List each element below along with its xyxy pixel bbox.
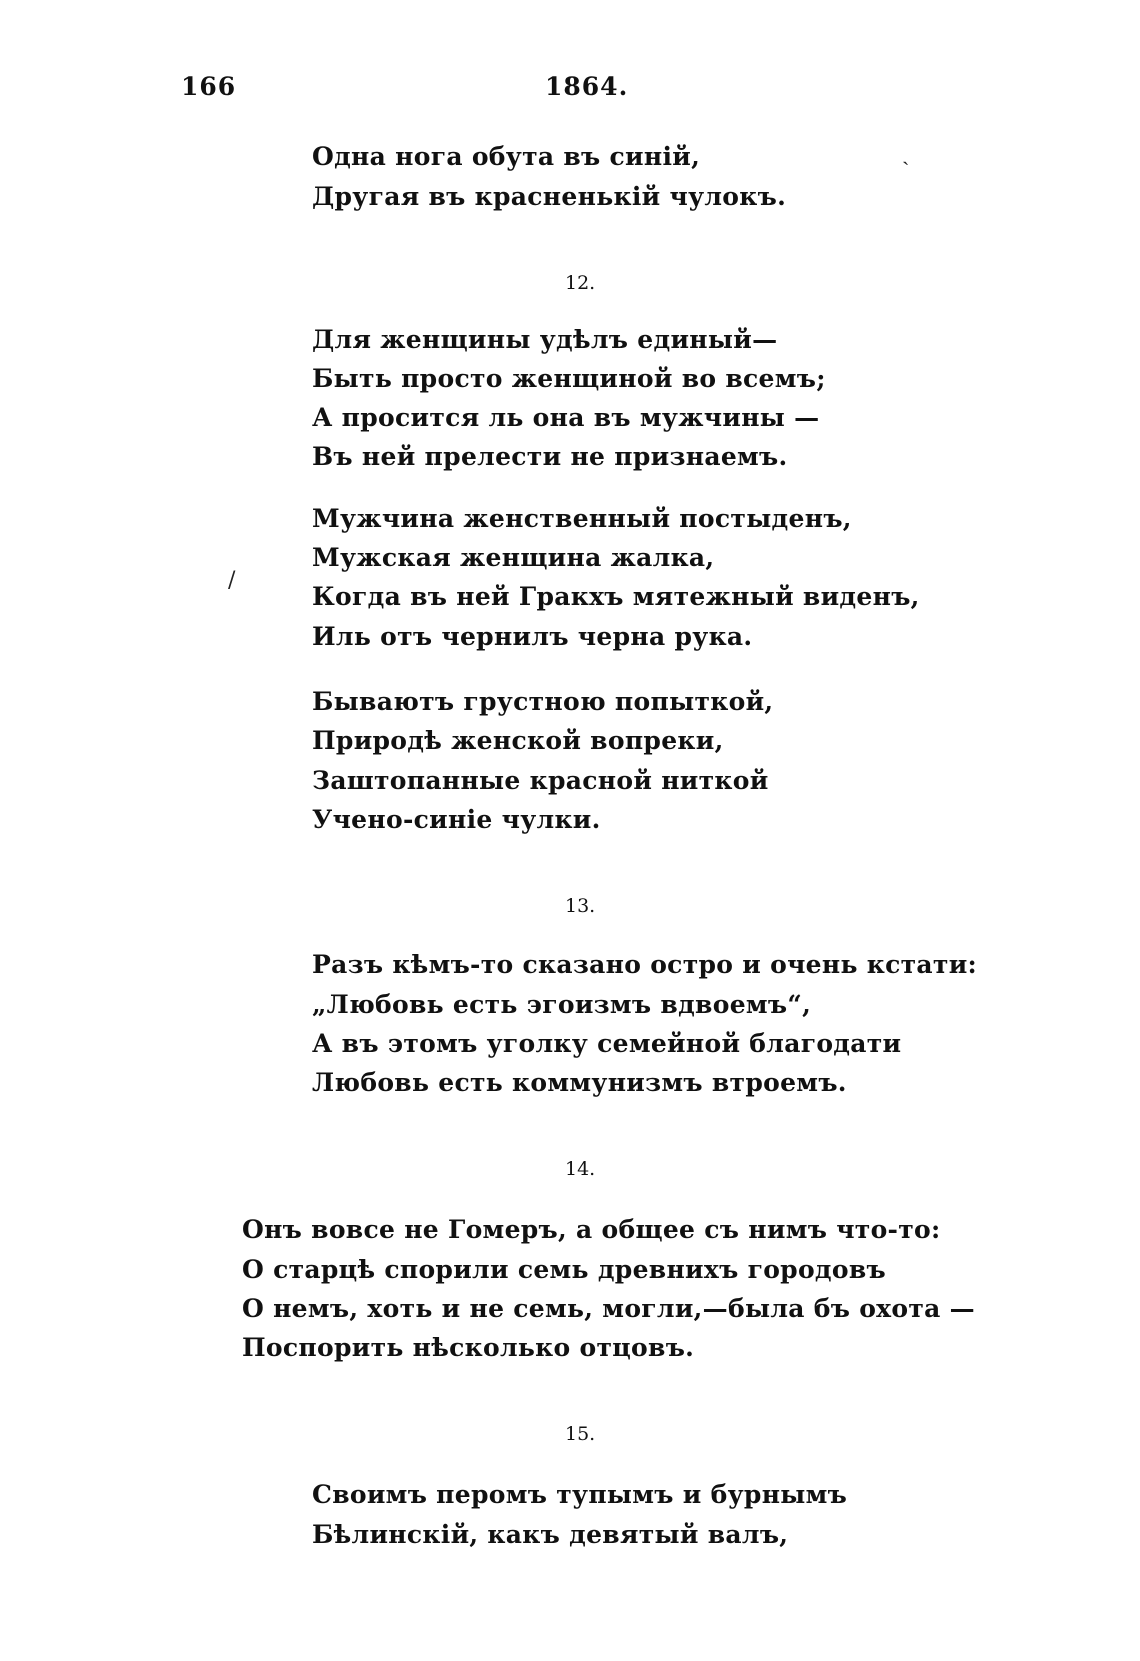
section-number: 15. [565,1423,596,1445]
verse-line: Мужчина женственный постыденъ, [312,504,852,533]
verse-line: Любовь есть коммунизмъ втроемъ. [312,1068,847,1097]
verse-line: Для женщины удѣлъ единый— [312,325,778,354]
verse-line: О немъ, хоть и не семь, могли,—была бъ охота — [242,1294,975,1323]
verse-line: О старцѣ спорили семь древнихъ городовъ [242,1255,887,1284]
section-number: 14. [565,1158,596,1180]
verse-line: Быть просто женщиной во всемъ; [312,364,826,393]
verse-line: Въ ней прелести не признаемъ. [312,442,788,471]
verse-line: Разъ кѣмъ-то сказано остро и очень кстати: [312,950,978,979]
verse-line: Онъ вовсе не Гомеръ, а общее съ нимъ что-то: [242,1215,941,1244]
verse-line: Своимъ перомъ тупымъ и бурнымъ [312,1480,848,1509]
verse-line: А въ этомъ уголку семейной благодати [312,1029,902,1058]
section-number: 12. [565,272,596,294]
verse-line: Когда въ ней Гракхъ мятежный виденъ, [312,582,920,611]
verse-line: Мужская женщина жалка, [312,543,715,572]
verse-line: Поспорить нѣсколько отцовъ. [242,1333,695,1362]
page-number: 166 [181,72,237,101]
verse-line: Учено-синіе чулки. [312,805,601,834]
scan-mark: ˎ [902,141,910,166]
verse-line: Бѣлинскій, какъ девятый валъ, [312,1520,789,1549]
verse-line: Другая въ красненькій чулокъ. [312,182,787,211]
verse-line: Природѣ женской вопреки, [312,726,724,755]
running-header-year: 1864. [545,72,629,101]
section-number: 13. [565,895,596,917]
verse-line: Заштопанные красной ниткой [312,766,769,795]
verse-line: Бываютъ грустною попыткой, [312,687,774,716]
verse-line: А просится ль она въ мужчины — [312,403,820,432]
verse-line: Одна нога обута въ синій, [312,142,701,171]
verse-line: „Любовь есть эгоизмъ вдвоемъ“, [312,990,812,1019]
verse-line: Иль отъ чернилъ черна рука. [312,622,753,651]
scan-mark: / [228,568,236,593]
